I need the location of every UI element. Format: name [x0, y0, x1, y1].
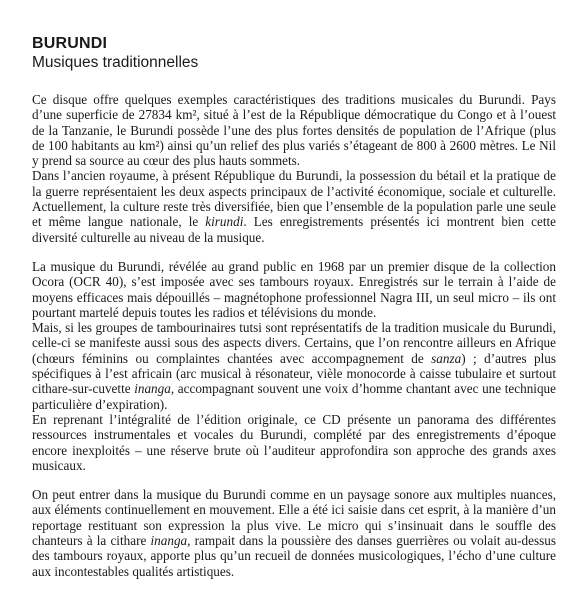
- paragraph: [32, 487, 556, 579]
- paragraph-text: On peut entrer dans la musique du Burundi comme en un paysage sonore aux multiples nuances, aux éléments continuellement en mouvement. Elle a été ici saisie dans cet esprit, à la manière d’un reportage restituant son expression la plus vive. Le micro qui s’insinuait dans le souffle des chanteurs à la cithare: [32, 487, 556, 549]
- italic-term: sanza: [431, 350, 462, 366]
- paragraph: [32, 320, 556, 412]
- paragraph-text: Mais, si les groupes de tambourinaires tutsi sont représentatifs de la tradition musicale du Burundi, celle-ci se manifeste aussi sous des aspects divers. Certains, que l’on rencontre ailleurs en Afrique (chœurs féminins ou complaintes chantées avec accompagnement de: [32, 320, 556, 366]
- page-title: BURUNDI: [32, 35, 108, 52]
- page-subtitle: Musiques traditionnelles: [32, 54, 199, 71]
- italic-term: inanga: [150, 533, 188, 549]
- paragraph: [32, 168, 556, 244]
- paragraph-text: Ce disque offre quelques exemples caractéristiques des traditions musicales du Burundi. Pays d’une superficie de 27834 km², situé à l’est de la République démocratique du Congo et à l’ouest de la Tanzanie, le Burundi possède l’une des plus fortes densités de population de l’Afrique (plus de 100 habitants au km²) ainsi qu’un relief des plus variés s’étageant de 800 à 2600 mètres. Le Nil y prend sa source au cœur des plus hauts sommets.: [32, 92, 556, 169]
- paragraph: [32, 259, 556, 320]
- italic-term: inanga: [134, 381, 171, 397]
- paragraph-text: , rampait dans la poussière des danses guerrières ou volait au-dessus des tambours royaux, apporte plus qu’un recueil de données musicologiques, l’écho d’une culture aux incontestables qualités artistiques.: [32, 533, 556, 579]
- paragraph-text: Dans l’ancien royaume, à présent République du Burundi, la possession du bétail et la pratique de la guerre représentaient les deux aspects principaux de l’activité économique, sociale et culturelle. Actuellement, la culture reste très diversifiée, bien que l’ensemble de la population parle une seule et même langue nationale, le: [32, 168, 556, 230]
- document-page: [32, 34, 556, 579]
- paragraph-text: . Les enregistrements présentés ici montrent bien cette diversité culturelle au niveau de la musique.: [32, 214, 556, 245]
- paragraph-text: ) ; d’autres plus spécifiques à l’est africain (arc musical à résonateur, vièle monocorde à caisse tubulaire et surtout cithare-sur-cuvette: [32, 350, 556, 397]
- paragraph: [32, 412, 556, 473]
- paragraph-text: , accompagnant souvent une voix d’homme chantant avec une technique particulière d’expiration).: [32, 381, 556, 412]
- paragraph-text: La musique du Burundi, révélée au grand public en 1968 par un premier disque de la collection Ocora (OCR 40), s’est imposée avec ses tambours royaux. Enregistrés sur le terrain à l’aide de moyens efficaces mais dépouillés – magnétophone professionnel Nagra III, un seul micro – ils ont pourtant martelé depuis toutes les radios et télévisions du monde.: [32, 258, 556, 320]
- body-text: [32, 92, 556, 579]
- paragraph-text: En reprenant l’intégralité de l’édition originale, ce CD présente un panorama des différentes ressources instrumentales et vocales du Burundi, complété par des enregistrements d’époque encore inexploités – une réserve brute où l’auditeur approfondira son approche des grands axes musicaux.: [32, 411, 556, 473]
- italic-term: kirundi: [205, 214, 244, 230]
- paragraph: [32, 92, 556, 168]
